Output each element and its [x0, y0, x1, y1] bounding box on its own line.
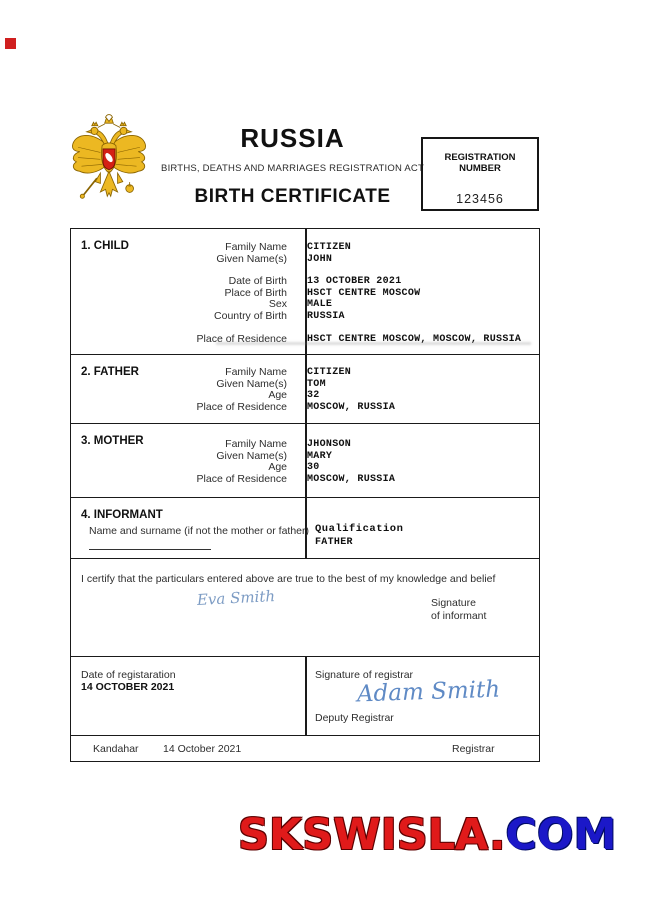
- field-value: JHONSON: [307, 439, 352, 450]
- field-row: [71, 242, 539, 254]
- field-label: Given Name(s): [216, 449, 287, 462]
- field-row: [71, 299, 539, 311]
- field-value: 32: [307, 390, 320, 402]
- field-value: 30: [307, 462, 320, 474]
- field-value: MOSCOW, RUSSIA: [307, 401, 396, 413]
- field-value: HSCT CENTRE MOSCOW, MOSCOW, RUSSIA: [307, 333, 522, 345]
- field-label: Place of Birth: [224, 286, 287, 299]
- field-row: [71, 462, 539, 474]
- field-row: [71, 379, 539, 391]
- field-value: CITIZEN: [307, 367, 352, 378]
- field-value: HSCT CENTRE MOSCOW: [307, 287, 421, 299]
- qualification-value: FATHER: [315, 537, 353, 548]
- section-mother: [71, 423, 539, 497]
- signature-caption-line2: of informant: [431, 610, 487, 622]
- watermark: [238, 810, 616, 860]
- section-mother-heading: 3. MOTHER: [81, 435, 144, 447]
- field-label: Country of Birth: [214, 309, 287, 322]
- registration-number-label: REGISTRATION NUMBER: [444, 152, 516, 174]
- field-label: Sex: [268, 298, 287, 311]
- registration-row: [71, 656, 539, 735]
- corner-red-mark: [5, 38, 16, 49]
- field-value: MOSCOW, RUSSIA: [307, 473, 396, 485]
- qualification-label: Qualification: [315, 523, 404, 535]
- signature-caption: [431, 597, 486, 623]
- field-row: [71, 254, 539, 266]
- registrar-title: Deputy Registrar: [315, 712, 394, 724]
- field-label: Age: [268, 389, 287, 402]
- field-row: [71, 390, 539, 402]
- field-row: [71, 367, 539, 379]
- field-label: Given Name(s): [216, 252, 287, 265]
- field-value: RUSSIA: [307, 310, 345, 322]
- section-child-heading: 1. CHILD: [81, 240, 129, 252]
- field-value: MALE: [307, 299, 333, 311]
- signature-caption-line1: Signature: [431, 597, 476, 609]
- field-label: Place of Residence: [196, 400, 287, 413]
- section-informant: [71, 497, 539, 558]
- field-row: [71, 311, 539, 323]
- footer-place: Kandahar: [93, 743, 139, 755]
- registration-number-box: [421, 137, 539, 211]
- field-value: JOHN: [307, 253, 333, 265]
- registration-date-label: Date of registaration: [81, 669, 176, 681]
- section-child: [71, 229, 539, 354]
- field-row: [71, 451, 539, 463]
- coat-of-arms-icon: [66, 112, 152, 210]
- document-title: BIRTH CERTIFICATE: [194, 186, 391, 207]
- watermark-name: SKSWISLA.: [238, 810, 506, 860]
- section-informant-heading: 4. INFORMANT: [81, 509, 163, 521]
- field-label: Age: [268, 461, 287, 474]
- field-row: [71, 276, 539, 288]
- field-label: Place of Residence: [196, 472, 287, 485]
- field-value: CITIZEN: [307, 242, 352, 253]
- header: [160, 123, 425, 208]
- field-label: Family Name: [225, 366, 287, 378]
- informant-blank-line: [89, 549, 211, 550]
- certification-statement: I certify that the particulars entered above are true to the best of my knowledge and belief: [81, 573, 496, 585]
- field-label: Family Name: [225, 438, 287, 450]
- field-value: MARY: [307, 450, 333, 462]
- registration-number-value: 123456: [456, 192, 504, 206]
- certificate-table: [70, 228, 540, 762]
- field-label: Place of Residence: [196, 332, 287, 345]
- field-label: Given Name(s): [216, 377, 287, 390]
- field-row: [71, 402, 539, 414]
- footer-role: Registrar: [452, 743, 495, 755]
- column-divider: [305, 657, 307, 735]
- certification-row: [71, 558, 539, 656]
- section-father-heading: 2. FATHER: [81, 366, 139, 378]
- footer-date: 14 October 2021: [163, 743, 242, 755]
- country-title: RUSSIA: [240, 123, 345, 153]
- registrar-signature-label: Signature of registrar: [315, 669, 414, 681]
- field-value: TOM: [307, 378, 326, 390]
- field-row: [71, 474, 539, 486]
- field-label: Family Name: [225, 241, 287, 253]
- field-row: [71, 288, 539, 300]
- watermark-tld: COM: [505, 810, 617, 860]
- scan-artifact: [216, 342, 531, 345]
- footer-row: [71, 735, 539, 761]
- informant-signature: Eva Smith: [196, 586, 276, 610]
- field-row: [71, 439, 539, 451]
- act-line: BIRTHS, DEATHS AND MARRIAGES REGISTRATION ACT: [161, 163, 424, 174]
- registration-date-value: 14 OCTOBER 2021: [81, 681, 175, 693]
- section-father: [71, 354, 539, 423]
- field-value: 13 OCTOBER 2021: [307, 276, 402, 288]
- registrar-signature: Adam Smith: [356, 676, 501, 708]
- field-label: Date of Birth: [228, 275, 287, 288]
- informant-note: Name and surname (if not the mother or father): [89, 525, 310, 537]
